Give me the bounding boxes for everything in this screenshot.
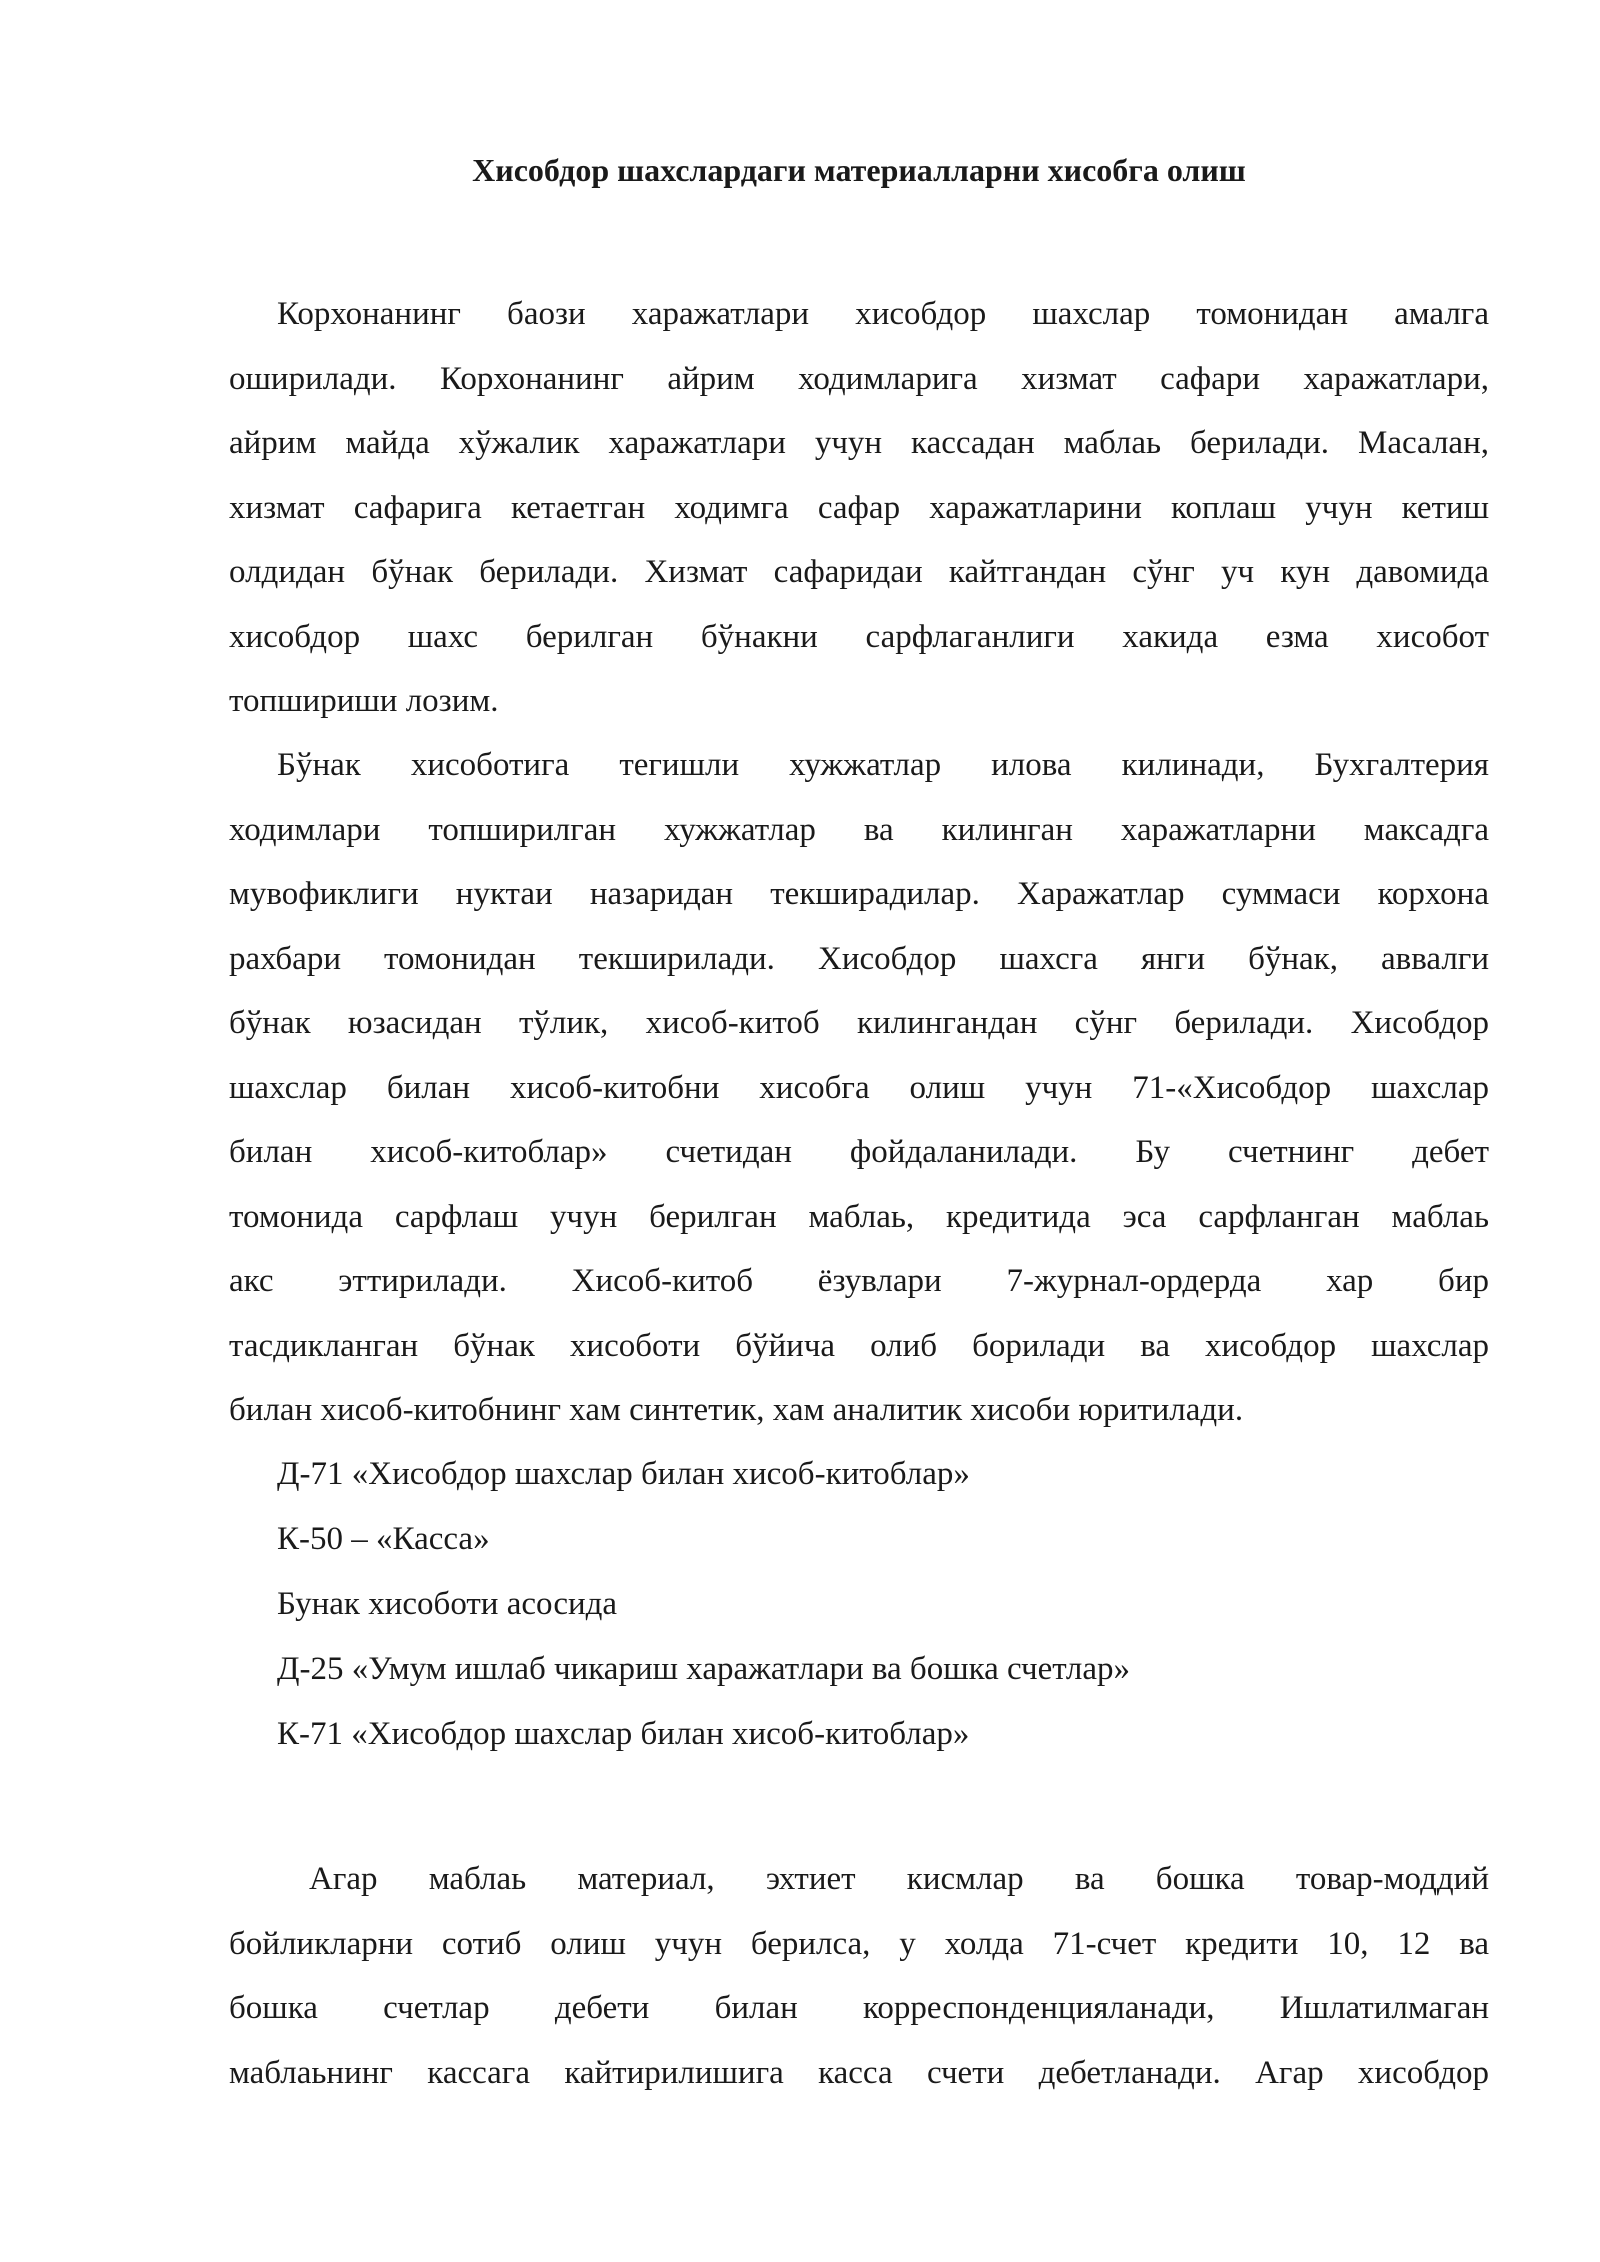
paragraph-line: рахбари томонидан текширилади. Хисобдор шахсга янги бўнак, аввалги xyxy=(229,940,1489,977)
paragraph-line: билан хисоб-китобнинг хам синтетик, хам аналитик хисоби юритилади. xyxy=(229,1392,1244,1428)
paragraph-line: акс эттирилади. Хисоб-китоб ёзувлари 7-журнал-ордерда хар бир xyxy=(229,1263,1489,1299)
paragraph-line: маблаьнинг кассага кайтирилишига касса счети дебетланади. Агар хисобдор xyxy=(229,2054,1489,2091)
paragraph-line: Агар маблаь материал, эхтиет кисмлар ва бошка товар-моддий xyxy=(309,1861,1489,1897)
paragraph-line: мувофиклиги нуктаи назаридан текширадилар. Харажатлар суммаси корхона xyxy=(229,876,1489,912)
accounting-entry: К-50 – «Касса» xyxy=(277,1521,490,1557)
paragraph-3 xyxy=(229,1847,1489,2105)
accounting-entry: Д-71 «Хисобдор шахслар билан хисоб-китоблар» xyxy=(277,1456,970,1492)
paragraph-1 xyxy=(229,282,1489,734)
paragraph-line: шахслар билан хисоб-китобни хисобга олиш учун 71-«Хисобдор шахслар xyxy=(229,1069,1489,1106)
paragraph-line: бошка счетлар дебети билан корреспонденцияланади, Ишлатилмаган xyxy=(229,1990,1489,2026)
paragraph-line: бўнак юзасидан тўлик, хисоб-китоб килингандан сўнг берилади. Хисобдор xyxy=(229,1005,1489,1041)
paragraph-line: хизмат сафарига кетаетган ходимга сафар харажатларини коплаш учун кетиш xyxy=(229,489,1489,526)
paragraph-line: топшириши лозим. xyxy=(229,683,499,719)
accounting-entry: Бунак хисоботи асосида xyxy=(277,1586,618,1622)
paragraph-line: ходимлари топширилган хужжатлар ва килинган харажатларни максадга xyxy=(229,811,1489,848)
paragraph-line: оширилади. Корхонанинг айрим ходимларига хизмат сафари харажатлари, xyxy=(229,360,1489,397)
paragraph-2 xyxy=(229,733,1489,1443)
paragraph-line: билан хисоб-китоблар» счетидан фойдаланилади. Бу счетнинг дебет xyxy=(229,1134,1489,1170)
accounting-entry: Д-25 «Умум ишлаб чикариш харажатлари ва бошка счетлар» xyxy=(277,1651,1130,1687)
paragraph-line: бойликларни сотиб олиш учун берилса, у холда 71-счет кредити 10, 12 ва xyxy=(229,1925,1489,1962)
document-title: Хисобдор шахслардаги материалларни хисобга олиш xyxy=(472,152,1246,188)
paragraph-line: олдидан бўнак берилади. Хизмат сафаридаи кайтгандан сўнг уч кун давомида xyxy=(229,554,1489,590)
paragraph-line: Корхонанинг баози харажатлари хисобдор шахслар томонидан амалга xyxy=(277,296,1489,332)
paragraph-line: хисобдор шахс берилган бўнакни сарфлаганлиги хакида езма хисобот xyxy=(229,618,1489,655)
paragraph-line: томонида сарфлаш учун берилган маблаь, кредитида эса сарфланган маблаь xyxy=(229,1198,1489,1235)
paragraph-line: тасдикланган бўнак хисоботи бўйича олиб борилади ва хисобдор шахслар xyxy=(229,1327,1489,1364)
paragraph-line: Бўнак хисоботига тегишли хужжатлар илова килинади, Бухгалтерия xyxy=(277,747,1489,783)
paragraph-line: айрим майда хўжалик харажатлари учун кассадан маблаь берилади. Масалан, xyxy=(229,425,1489,461)
accounting-entry: К-71 «Хисобдор шахслар билан хисоб-китоблар» xyxy=(277,1716,970,1752)
